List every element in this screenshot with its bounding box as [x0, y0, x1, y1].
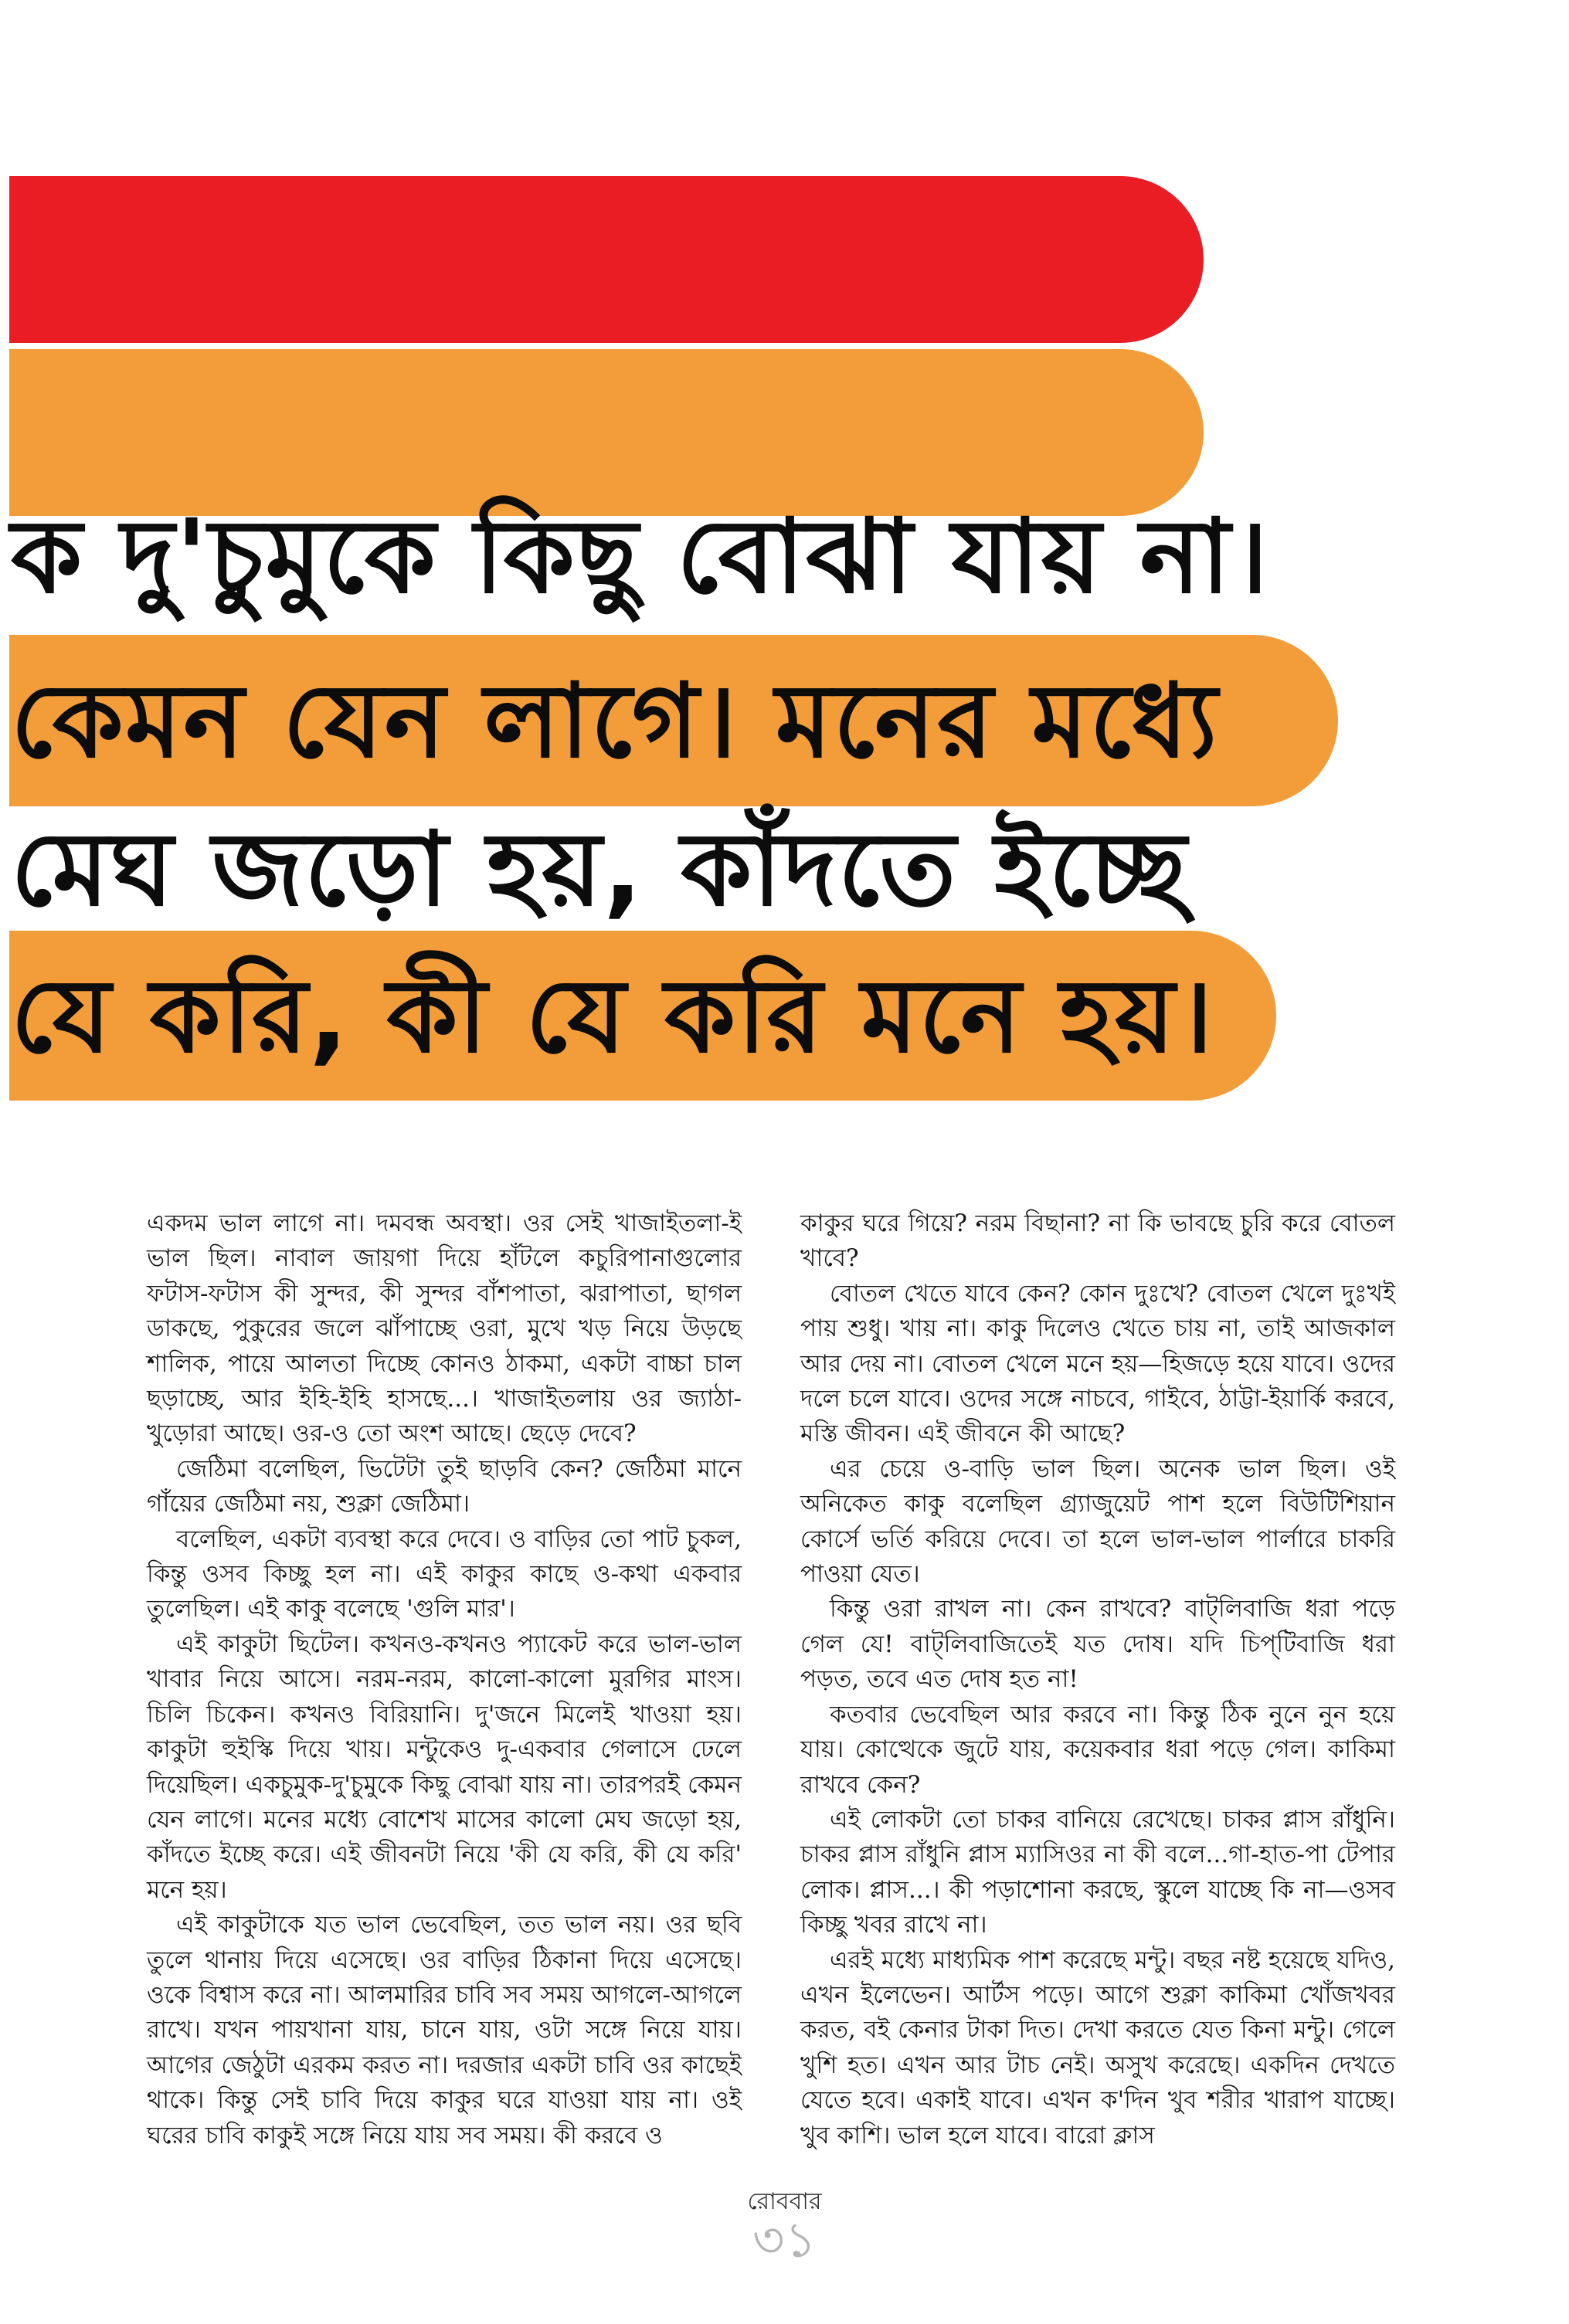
paragraph: বোতল খেতে যাবে কেন? কোন দুঃখে? বোতল খেলে দুঃখই পায় শুধু। খায় না। কাকু দিলেও খেতে চায় না, তাই আজকাল আর দেয় না। বোতল খেলে মনে হয়—হিজড়ে হয়ে যাবে। ওদের দলে চলে যাবে। ওদের সঙ্গে নাচবে, গাইবে, ঠাট্টা-ইয়ার্কি করবে, মস্তি জীবন। এই জীবনে কী আছে?	[800, 1279, 1395, 1448]
paragraph: বলেছিল, একটা ব্যবস্থা করে দেবে। ও বাড়ির তো পাট চুকল, কিন্তু ওসব কিচ্ছু হল না। এই কাকুর কাছে ও-কথা একবার তুলেছিল। এই কাকু বলেছে 'গুলি মার'।	[147, 1525, 742, 1623]
paragraph: কতবার ভেবেছিল আর করবে না। কিন্তু ঠিক নুনে নুন হয়ে যায়। কোত্থেকে জুটে যায়, কয়েকবার ধরা পড়ে গেল। কাকিমা রাখবে কেন?	[800, 1700, 1395, 1799]
paragraph: এর চেয়ে ও-বাড়ি ভাল ছিল। অনেক ভাল ছিল। ওই অনিকেত কাকু বলেছিল গ্র্যাজুয়েট পাশ হলে বিউটিশিয়ান কোর্সে ভর্তি করিয়ে দেবে। তা হলে ভাল-ভাল পার্লারে চাকরি পাওয়া যেত।	[800, 1454, 1395, 1589]
paragraph: কিন্তু ওরা রাখল না। কেন রাখবে? বাট্‌লিবাজি ধরা পড়ে গেল যে! বাট্‌লিবাজিতেই যত দোষ। যদি চিপ্‌টিবাজি ধরা পড়ত, তবে এত দোষ হত না!	[800, 1595, 1395, 1694]
page-number: ৩১	[752, 2212, 817, 2269]
paragraph: এই লোকটা তো চাকর বানিয়ে রেখেছে। চাকর প্লাস রাঁধুনি। চাকর প্লাস রাঁধুনি প্লাস ম্যাসিওর না কী বলে...গা-হাত-পা টেপার লোক। প্লাস...। কী পড়াশোনা করছে, স্কুলে যাচ্ছে কি না—ওসব কিচ্ছু খবর রাখে না।	[800, 1805, 1395, 1939]
handwritten-line-3: মেঘ জড়ো হয়, কাঁদতে ইচ্ছে	[11, 810, 1188, 929]
paragraph: জেঠিমা বলেছিল, ভিটেটা তুই ছাড়বি কেন? জেঠিমা মানে গাঁয়ের জেঠিমা নয়, শুক্লা জেঠিমা।	[147, 1454, 742, 1518]
magazine-name: রোববার	[747, 2188, 822, 2215]
handwritten-line-4: যে করি, কী যে করি মনে হয়।	[11, 957, 1215, 1076]
paragraph: এই কাকুটাকে যত ভাল ভেবেছিল, তত ভাল নয়। ওর ছবি তুলে থানায় দিয়ে এসেছে। ওর বাড়ির ঠিকানা দিয়ে এসেছে। ওকে বিশ্বাস করে না। আলমারির চাবি সব সময় আগলে-আগলে রাখে। যখন পায়খানা যায়, চানে যায়, ওটা সঙ্গে নিয়ে যায়। আগের জেঠুটা এরকম করত না। দরজার একটা চাবি ওর কাছেই থাকে। কিন্তু সেই চাবি দিয়ে কাকুর ঘরে যাওয়া যায় না। ওই ঘরের চাবি কাকুই সঙ্গে নিয়ে যায় সব সময়। কী করবে ও	[147, 1911, 742, 2149]
body-column-left	[147, 1206, 742, 2153]
paragraph: এরই মধ্যে মাধ্যমিক পাশ করেছে মন্টু। বছর নষ্ট হয়েছে যদিও, এখন ইলেভেন। আর্টস পড়ে। আগে শুক্লা কাকিমা খোঁজখবর করত, বই কেনার টাকা দিত। দেখা করতে যেত কিনা মন্টু। গেলে খুশি হত। এখন আর টাচ নেই। অসুখ করেছে। একদিন দেখতে যেতে হবে। একাই যাবে। এখন ক'দিন খুব শরীর খারাপ যাচ্ছে। খুব কাশি। ভাল হলে যাবে। বারো ক্লাস	[800, 1946, 1395, 2149]
title-band-red	[9, 176, 1204, 343]
body-column-right	[800, 1206, 1395, 2153]
title-band-orange-top	[9, 349, 1204, 516]
handwritten-line-1: ক দু'চুমুকে কিছু বোঝা যায় না।	[11, 497, 1270, 616]
handwritten-line-2: কেমন যেন লাগে। মনের মধ্যে	[11, 662, 1219, 781]
paragraph: একদম ভাল লাগে না। দমবন্ধ অবস্থা। ওর সেই খাজাইতলা-ই ভাল ছিল। নাবাল জায়গা দিয়ে হাঁটলে কচুরিপানাগুলোর ফটাস-ফটাস কী সুন্দর, কী সুন্দর বাঁশপাতা, ঝরাপাতা, ছাগল ডাকছে, পুকুরের জলে ঝাঁপাচ্ছে ওরা, মুখে খড় নিয়ে উড়ছে শালিক, পায়ে আলতা দিচ্ছে কোনও ঠাকমা, একটা বাচ্চা চাল ছড়াচ্ছে, আর ইহি-ইহি হাসছে...। খাজাইতলায় ওর জ্যাঠা-খুড়োরা আছে। ওর-ও তো অংশ আছে। ছেড়ে দেবে?	[147, 1209, 742, 1448]
paragraph: কাকুর ঘরে গিয়ে? নরম বিছানা? না কি ভাবছে চুরি করে বোতল খাবে?	[800, 1209, 1395, 1273]
paragraph: এই কাকুটা ছিটেল। কখনও-কখনও প্যাকেট করে ভাল-ভাল খাবার নিয়ে আসে। নরম-নরম, কালো-কালো মুরগির মাংস। চিলি চিকেন। কখনও বিরিয়ানি। দু'জনে মিলেই খাওয়া হয়। কাকুটা হুইস্কি দিয়ে খায়। মন্টুকেও দু-একবার গেলাসে ঢেলে দিয়েছিল। একচুমুক-দু'চুমুকে কিছু বোঝা যায় না। তারপরই কেমন যেন লাগে। মনের মধ্যে বোশেখ মাসের কালো মেঘ জড়ো হয়, কাঁদতে ইচ্ছে করে। এই জীবনটা নিয়ে 'কী যে করি, কী যে করি' মনে হয়।	[147, 1630, 742, 1904]
